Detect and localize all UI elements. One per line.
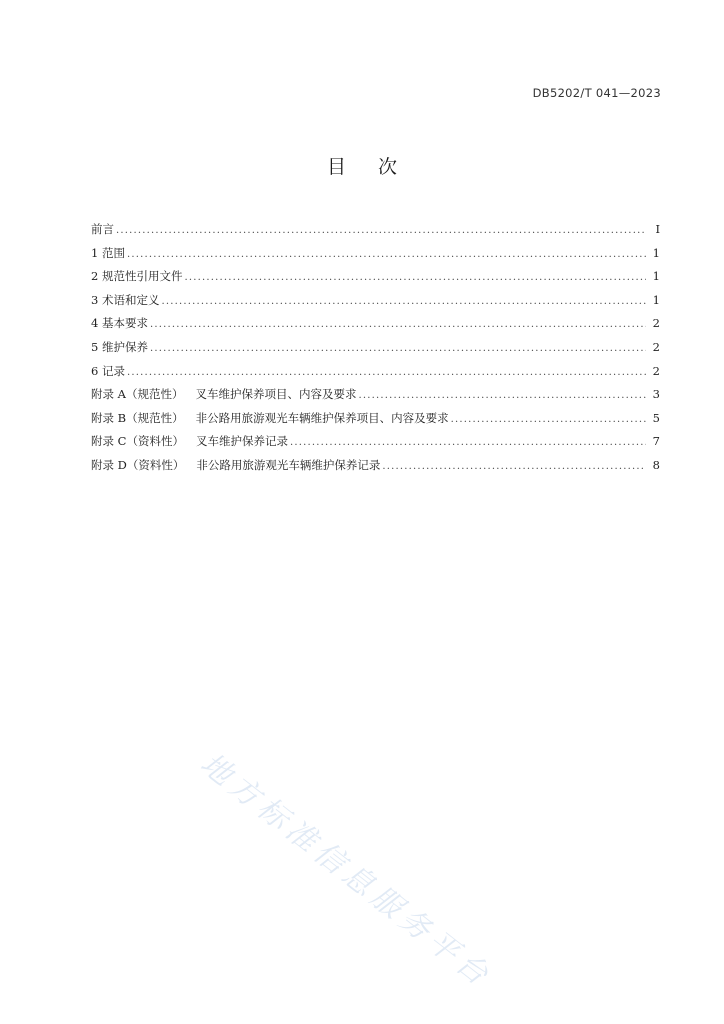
toc-entry-label — [91, 407, 451, 431]
toc-leader-dots — [127, 361, 646, 385]
toc-leader-dots — [161, 290, 646, 314]
toc-entry-label: 5 维护保养 — [91, 339, 148, 354]
appendix-title: 叉车维护保养项目、内容及要求 — [195, 387, 357, 402]
toc-leader-dots — [150, 313, 646, 337]
appendix-title: 非公路用旅游观光车辆维护保养记录 — [196, 457, 381, 472]
toc-entry-label — [91, 430, 290, 454]
toc-page-number: 1 — [652, 245, 660, 260]
toc-page-number: 5 — [652, 410, 660, 425]
toc-entry-normative-references[interactable] — [91, 265, 660, 289]
toc-leader-dots — [116, 219, 646, 243]
toc-page-number: 8 — [652, 457, 660, 472]
toc-leader-dots — [290, 431, 646, 455]
toc-entry-scope[interactable] — [91, 242, 660, 266]
toc-entry-records[interactable] — [91, 360, 660, 384]
toc-page-number: 3 — [652, 387, 660, 402]
toc-page-number: 2 — [652, 316, 660, 331]
toc-leader-dots — [184, 266, 646, 290]
toc-entry-label: 3 术语和定义 — [91, 292, 160, 307]
toc-entry-label: 2 规范性引用文件 — [91, 269, 183, 284]
toc-leader-dots — [358, 384, 646, 408]
appendix-label: 附录 A（规范性） — [91, 387, 184, 402]
toc-entry-label — [91, 383, 358, 407]
toc-entry-label: 4 基本要求 — [91, 316, 148, 331]
toc-page-number: 1 — [652, 269, 660, 284]
toc-page-number: 2 — [652, 339, 660, 354]
toc-leader-dots — [451, 408, 646, 432]
toc-leader-dots — [150, 337, 646, 361]
toc-entry-label: 6 记录 — [91, 363, 125, 378]
toc-entry-label — [91, 454, 382, 478]
watermark: 地方标准信息服务平台 — [193, 746, 499, 996]
toc-entry-appendix-a[interactable] — [91, 383, 660, 407]
toc-entry-maintenance[interactable] — [91, 336, 660, 360]
table-of-contents — [91, 218, 660, 478]
toc-entry-appendix-c[interactable] — [91, 430, 660, 454]
appendix-label: 附录 D（资料性） — [91, 457, 185, 472]
appendix-title: 叉车维护保养记录 — [195, 434, 288, 449]
toc-entry-terms-definitions[interactable] — [91, 289, 660, 313]
toc-page-number: 7 — [652, 434, 660, 449]
toc-entry-label: 1 范围 — [91, 245, 125, 260]
toc-entry-foreword[interactable] — [91, 218, 660, 242]
appendix-label: 附录 C（资料性） — [91, 434, 184, 449]
toc-entry-appendix-b[interactable] — [91, 407, 660, 431]
toc-page-number: I — [655, 222, 660, 236]
document-code: DB5202/T 041—2023 — [532, 86, 661, 100]
toc-leader-dots — [127, 243, 646, 267]
appendix-label: 附录 B（规范性） — [91, 410, 184, 425]
appendix-title: 非公路用旅游观光车辆维护保养项目、内容及要求 — [195, 410, 449, 425]
toc-entry-appendix-d[interactable] — [91, 454, 660, 478]
toc-page-number: 1 — [652, 292, 660, 307]
toc-entry-basic-requirements[interactable] — [91, 312, 660, 336]
page-title: 目次 — [326, 156, 429, 178]
toc-leader-dots — [382, 455, 646, 479]
toc-entry-label: 前言 — [91, 222, 114, 236]
toc-page-number: 2 — [652, 363, 660, 378]
